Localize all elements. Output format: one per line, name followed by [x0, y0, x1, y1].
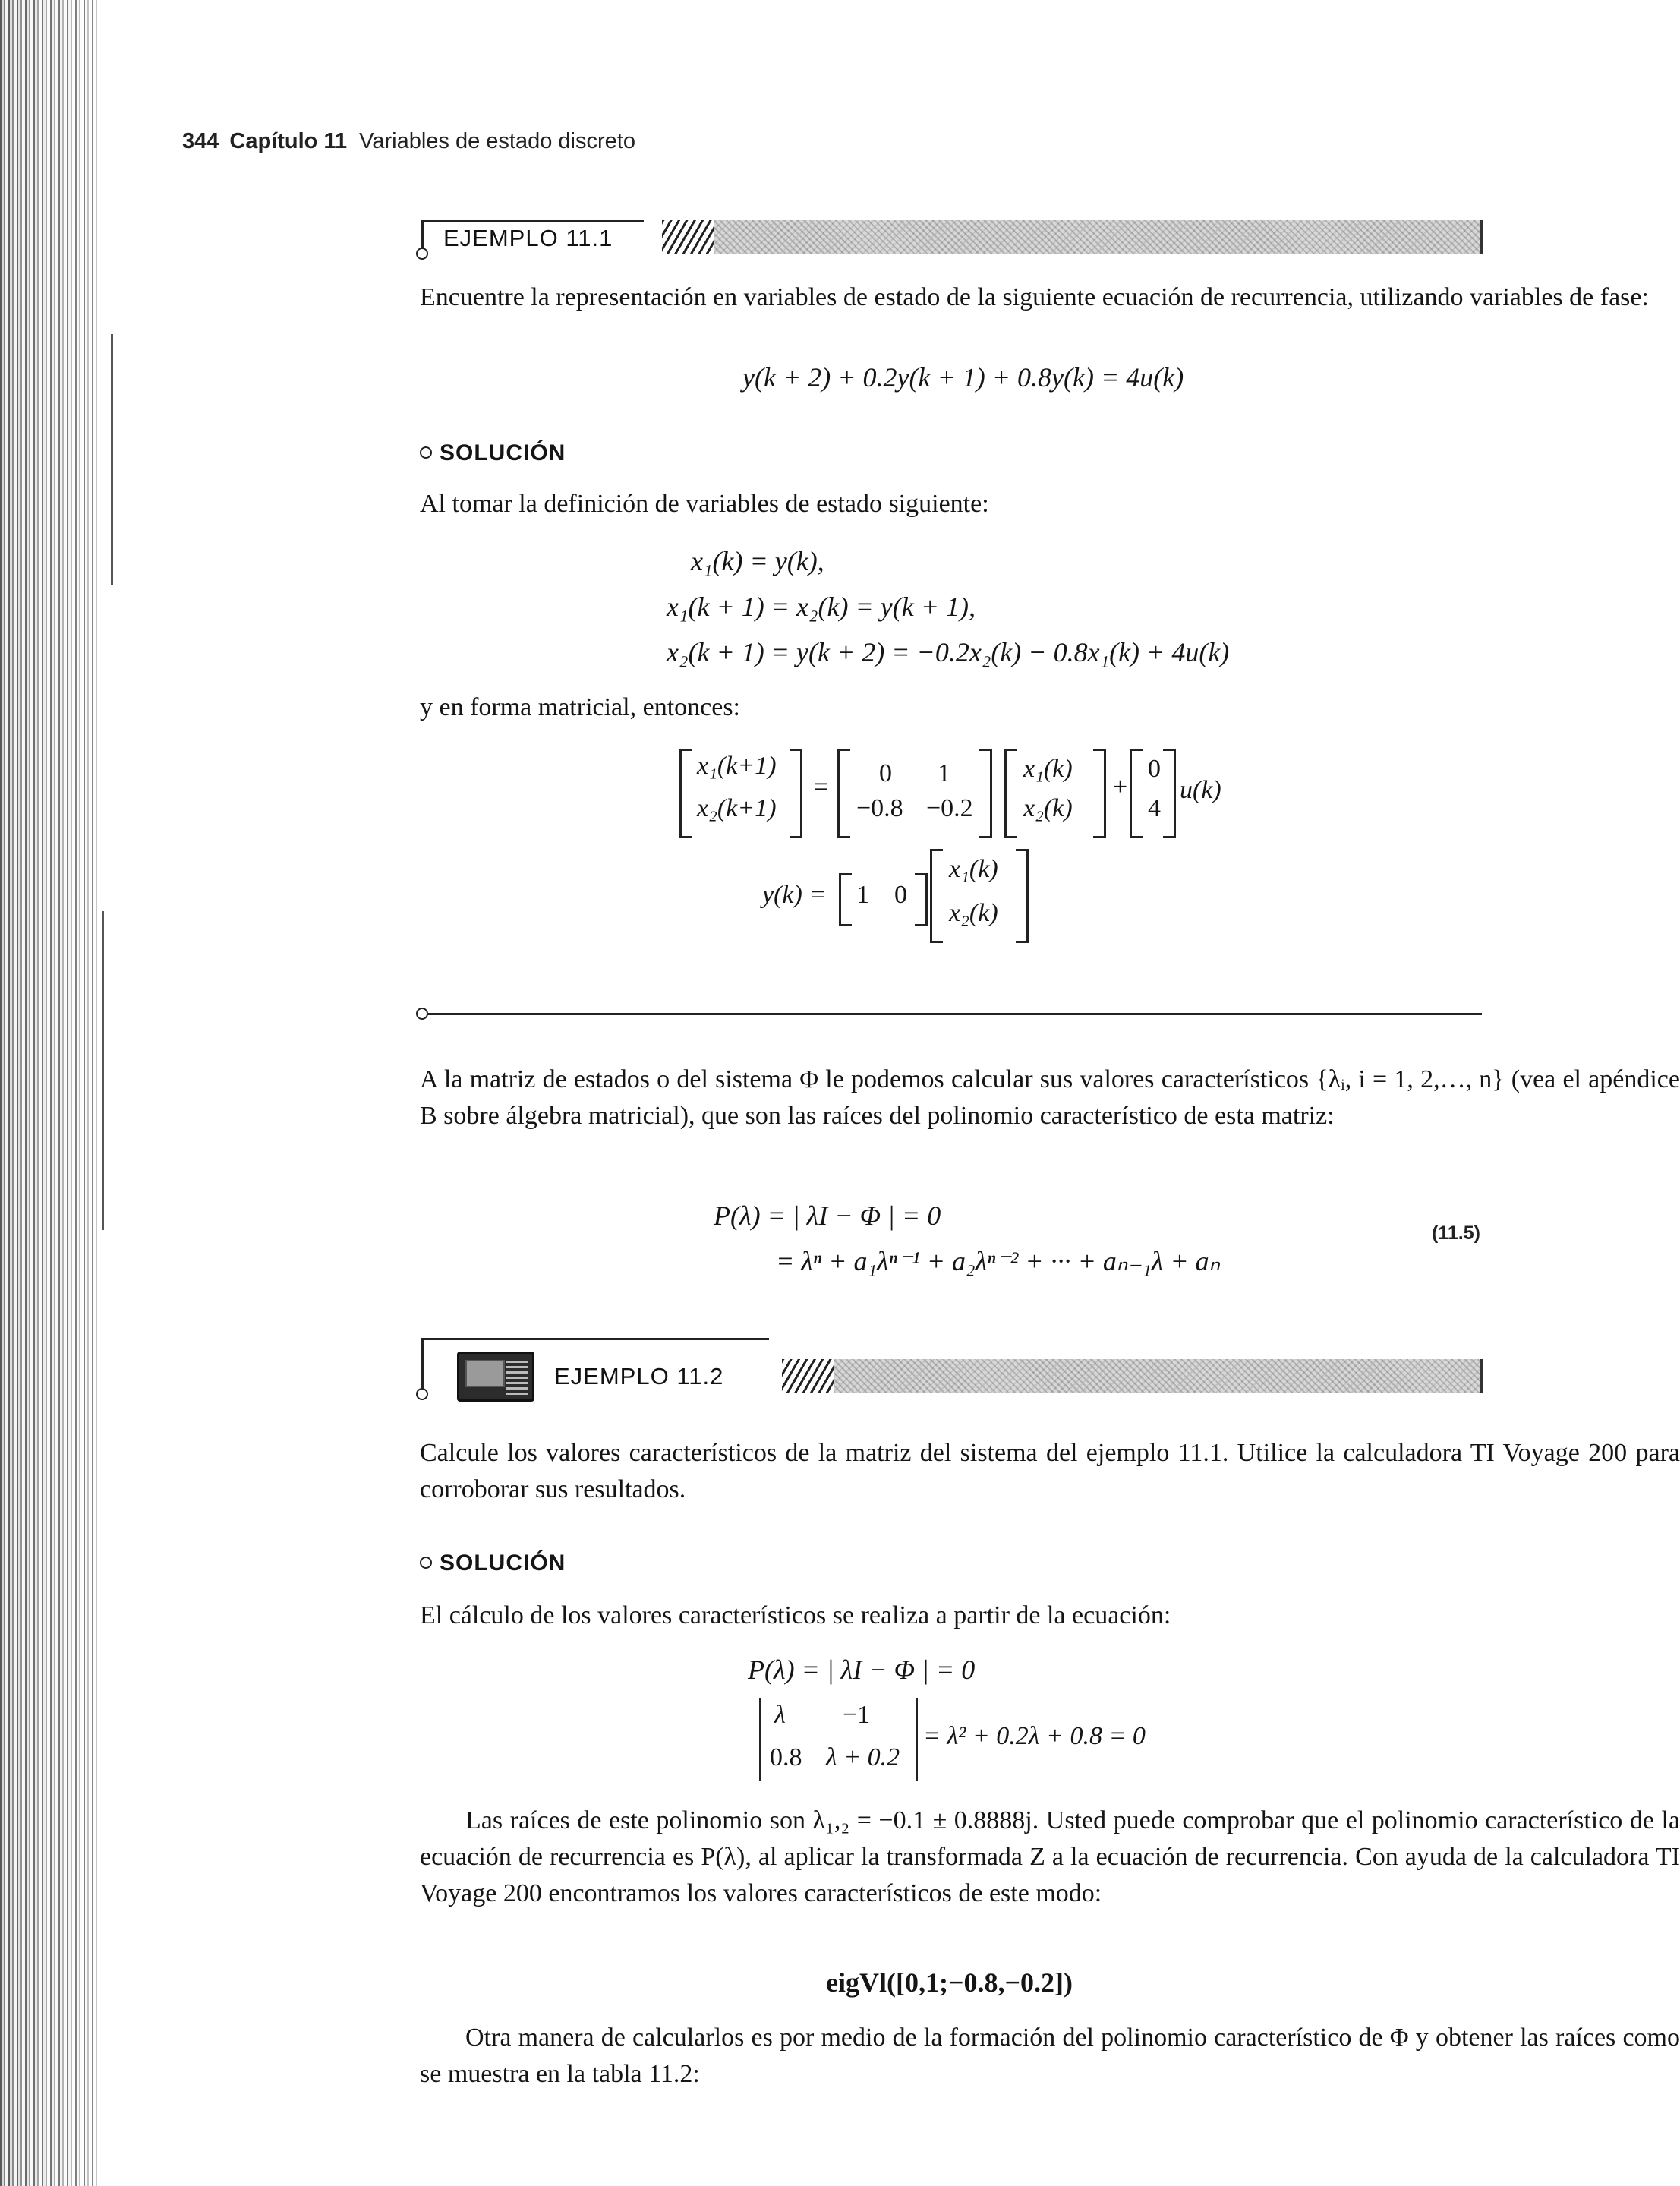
bracket-right	[1016, 849, 1029, 943]
calculation-intro: El cálculo de los valores característicos se realiza a partir de la ecuación:	[420, 1601, 1171, 1629]
bracket-right	[1093, 749, 1106, 838]
definition-line-2: x₁(k + 1) = x₂(k) = y(k + 1),	[667, 591, 976, 622]
A-entry-12: 1	[938, 759, 950, 787]
example-circle-marker	[416, 1388, 428, 1400]
bracket-left	[839, 873, 852, 926]
bullet-circle	[420, 1557, 432, 1569]
page-binding-shadow	[0, 0, 100, 2186]
det-entry-21: 0.8	[770, 1743, 802, 1771]
C-entry-2: 0	[894, 881, 907, 909]
heading-dot-band	[834, 1359, 1483, 1393]
final-paragraph: Otra manera de calcularlos es por medio de la formación del polinomio característico de Φ y obtener las raíces como se muestra en la tabla 11.2:	[420, 2024, 1680, 2088]
solution-label: SOLUCIÓN	[440, 1550, 566, 1576]
bullet-circle	[420, 446, 432, 459]
running-header	[182, 129, 635, 154]
lhs-entry-2: x₂(k+1)	[697, 794, 777, 822]
B-entry-2: 4	[1148, 794, 1161, 822]
matrix-intro: y en forma matricial, entonces:	[420, 693, 740, 721]
x-entry-2: x₂(k)	[1023, 794, 1073, 822]
char-poly-line: P(λ) = | λI − Φ | = 0	[748, 1654, 976, 1685]
solution-heading	[420, 440, 566, 466]
example-statement: Calcule los valores característicos de la matriz del sistema del ejemplo 11.1. Utilice la calculadora TI Voyage 200 para corroborar sus resultados.	[420, 1439, 1680, 1503]
chapter-label: Capítulo 11	[229, 129, 348, 153]
heading-hatch	[662, 220, 715, 254]
example-heading: EJEMPLO 11.1	[443, 225, 613, 251]
equation-number: (11.5)	[1432, 1222, 1480, 1244]
x-entry-1: x₁(k)	[1023, 755, 1073, 783]
solution-label: SOLUCIÓN	[440, 440, 566, 465]
recurrence-equation: y(k + 2) + 0.2y(k + 1) + 0.8y(k) = 4u(k)	[742, 362, 1184, 393]
solution-heading	[420, 1550, 566, 1576]
chapter-title: Variables de estado discreto	[359, 129, 635, 153]
char-poly-line-2: = λⁿ + a₁λⁿ⁻¹ + a₂λⁿ⁻² + ··· + aₙ₋₁λ + aₙ	[776, 1246, 1220, 1276]
bracket-left	[679, 749, 692, 838]
binding-edge-line	[102, 911, 104, 1230]
output-x-entry-2: x₂(k)	[949, 899, 998, 927]
calculator-command: eigVl([0,1;−0.8,−0.2])	[826, 1967, 1073, 1998]
A-entry-21: −0.8	[856, 794, 903, 822]
det-result: = λ² + 0.2λ + 0.8 = 0	[923, 1722, 1146, 1750]
binding-edge-line	[111, 334, 113, 585]
roots-paragraph: Las raíces de este polinomio son λ₁,₂ = −0.1 ± 0.8888j. Usted puede comprobar que el polinomio característico de la ecuación de recurrencia es P(λ), al aplicar la transformada Z a la ecuación de recurrencia. Con ayuda de la calculadora TI Voyage 200 encontramos los valores característicos de este modo:	[420, 1806, 1680, 1907]
bracket-left	[1130, 749, 1143, 838]
example-heading: EJEMPLO 11.2	[554, 1363, 724, 1390]
heading-hatch	[782, 1359, 835, 1393]
det-entry-12: −1	[843, 1701, 871, 1729]
B-entry-1: 0	[1148, 755, 1161, 783]
definition-intro: Al tomar la definición de variables de estado siguiente:	[420, 490, 989, 518]
bracket-left	[837, 749, 850, 838]
page-number: 344	[182, 129, 219, 153]
det-entry-11: λ	[774, 1701, 786, 1729]
A-entry-22: −0.2	[926, 794, 973, 822]
A-entry-11: 0	[879, 759, 892, 787]
output-lhs: y(k) =	[762, 881, 827, 909]
example-statement: Encuentre la representación en variables de estado de la siguiente ecuación de recurrencia, utilizando variables de fase:	[420, 283, 1649, 311]
definition-line-3: x₂(k + 1) = y(k + 2) = −0.2x₂(k) − 0.8x₁(k) + 4u(k)	[667, 637, 1230, 667]
det-entry-22: λ + 0.2	[826, 1743, 900, 1771]
definition-line-1: x₁(k) = y(k),	[691, 546, 824, 576]
bracket-right	[915, 873, 928, 926]
lhs-entry-1: x₁(k+1)	[697, 752, 777, 780]
C-entry-1: 1	[856, 881, 869, 909]
char-poly-line-1: P(λ) = | λI − Φ | = 0	[714, 1200, 941, 1231]
bracket-right	[979, 749, 992, 838]
bracket-left	[930, 849, 943, 943]
input-term: u(k)	[1180, 776, 1221, 804]
output-x-entry-1: x₁(k)	[949, 855, 998, 883]
eigenvalue-paragraph: A la matriz de estados o del sistema Φ le podemos calcular sus valores característicos {λᵢ, i = 1, 2,…, n} (vea el apéndice B sobre álgebra matricial), que son las raíces del polinomio característico de esta matriz:	[420, 1065, 1680, 1130]
example-end-rule	[427, 1013, 1482, 1015]
bracket-right	[1163, 749, 1176, 838]
heading-dot-band	[714, 220, 1483, 254]
bracket-right	[790, 749, 802, 838]
det-bar-right	[916, 1698, 918, 1781]
det-bar-left	[759, 1698, 761, 1781]
example-circle-marker	[416, 248, 428, 260]
bracket-left	[1004, 749, 1017, 838]
calculator-icon	[457, 1352, 534, 1402]
